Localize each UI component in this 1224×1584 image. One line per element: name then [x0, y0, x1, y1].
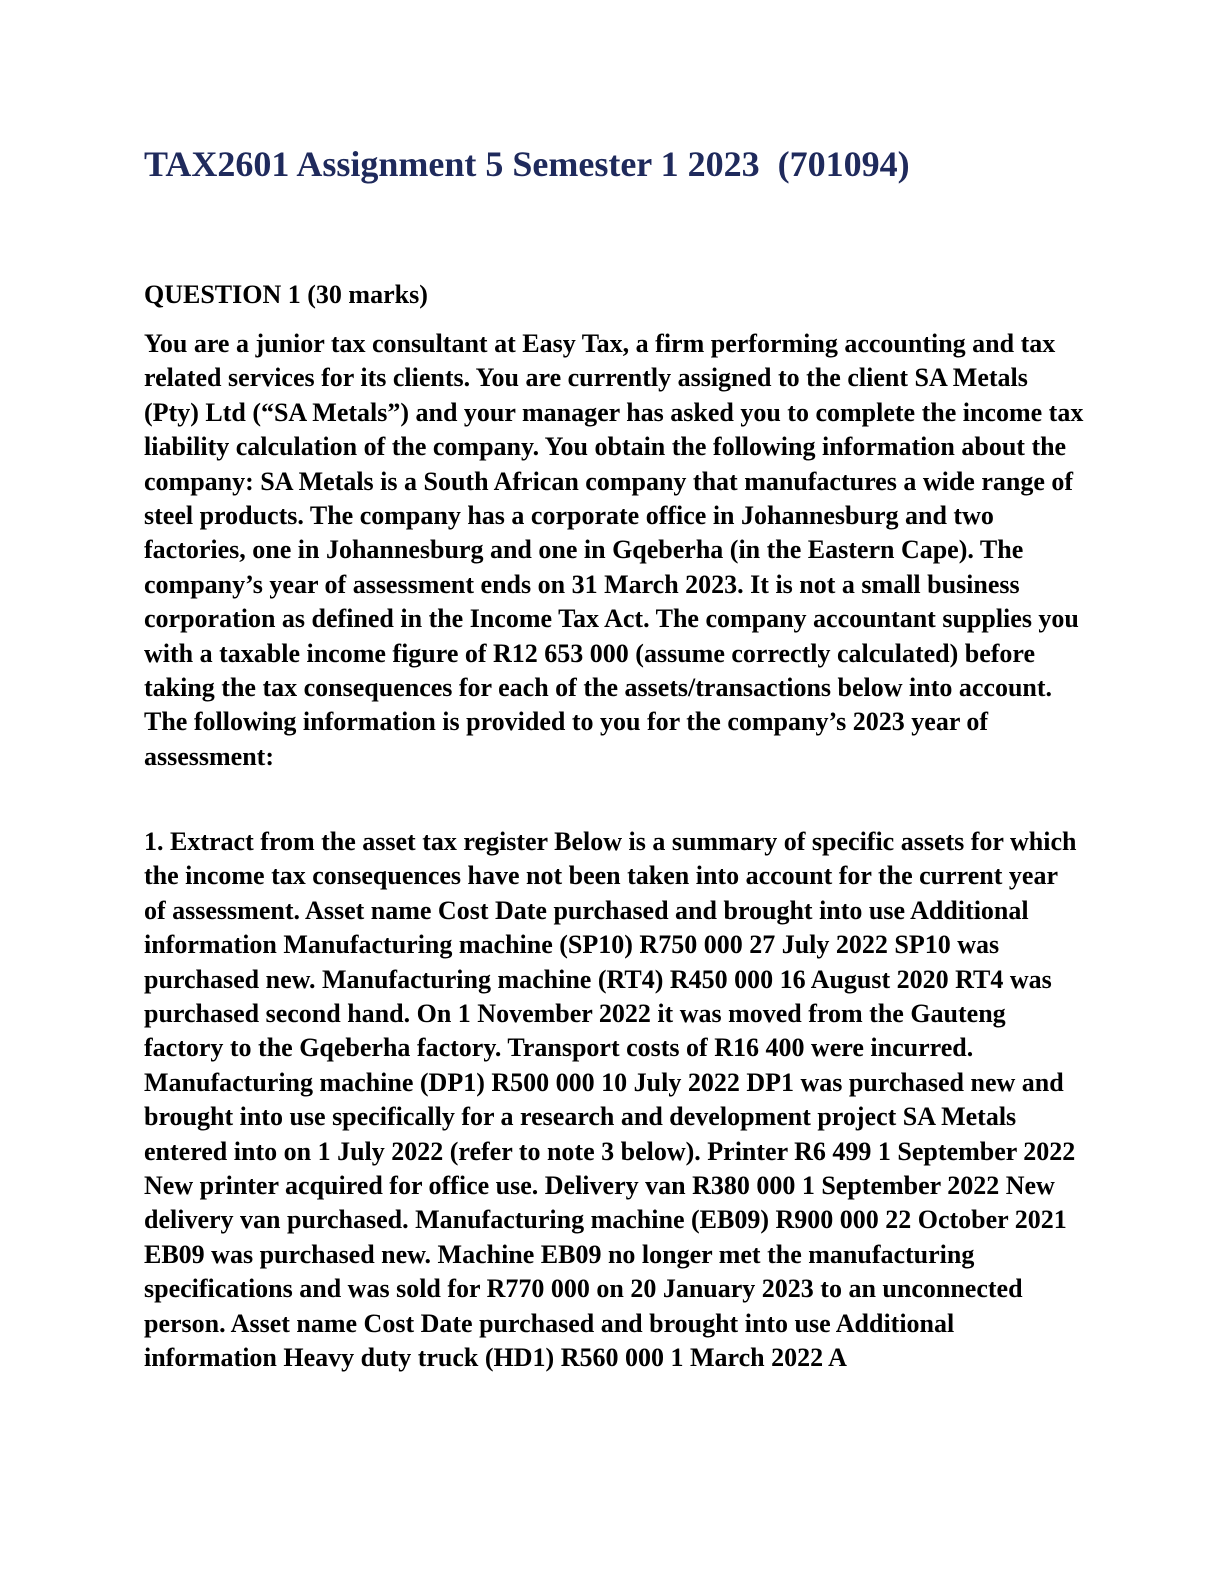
- question-heading: QUESTION 1 (30 marks): [144, 280, 428, 309]
- document-title: TAX2601 Assignment 5 Semester 1 2023 (701094): [144, 144, 910, 184]
- body-paragraph-asset-register: 1. Extract from the asset tax register Below is a summary of specific assets for which the income tax consequences have not been taken into account for the current year of assessment. Asset name Cost Date purchased and brought into use Additional information Manufacturing machine (SP10) R750 000 27 July 2022 SP10 was purchased new. Manufacturing machine (RT4) R450 000 16 August 2020 RT4 was purchased second hand. On 1 November 2022 it was moved from the Gauteng factory to the Gqeberha factory. Transport costs of R16 400 were incurred. Manufacturing machine (DP1) R500 000 10 July 2022 DP1 was purchased new and brought into use specifically for a research and development project SA Metals entered into on 1 July 2022 (refer to note 3 below). Printer R6 499 1 September 2022 New printer acquired for office use. Delivery van R380 000 1 September 2022 New delivery van purchased. Manufacturing machine (EB09) R900 000 22 October 2021 EB09 was purchased new. Machine EB09 no longer met the manufacturing specifications and was sold for R770 000 on 20 January 2023 to an unconnected person. Asset name Cost Date purchased and brought into use Additional information Heavy duty truck (HD1) R560 000 1 March 2022 A: [144, 827, 1077, 1373]
- body-paragraph-intro: You are a junior tax consultant at Easy Tax, a firm performing accounting and tax related services for its clients. You are currently assigned to the client SA Metals (Pty) Ltd (“SA Metals”) and your manager has asked you to complete the income tax liability calculation of the company. You obtain the following information about the company: SA Metals is a South African company that manufactures a wide range of steel products. The company has a corporate office in Johannesburg and two factories, one in Johannesburg and one in Gqeberha (in the Eastern Cape). The company’s year of assessment ends on 31 March 2023. It is not a small business corporation as defined in the Income Tax Act. The company accountant supplies you with a taxable income figure of R12 653 000 (assume correctly calculated) before taking the tax consequences for each of the assets/transactions below into account. The following information is provided to you for the company’s 2023 year of assessment:: [144, 329, 1084, 771]
